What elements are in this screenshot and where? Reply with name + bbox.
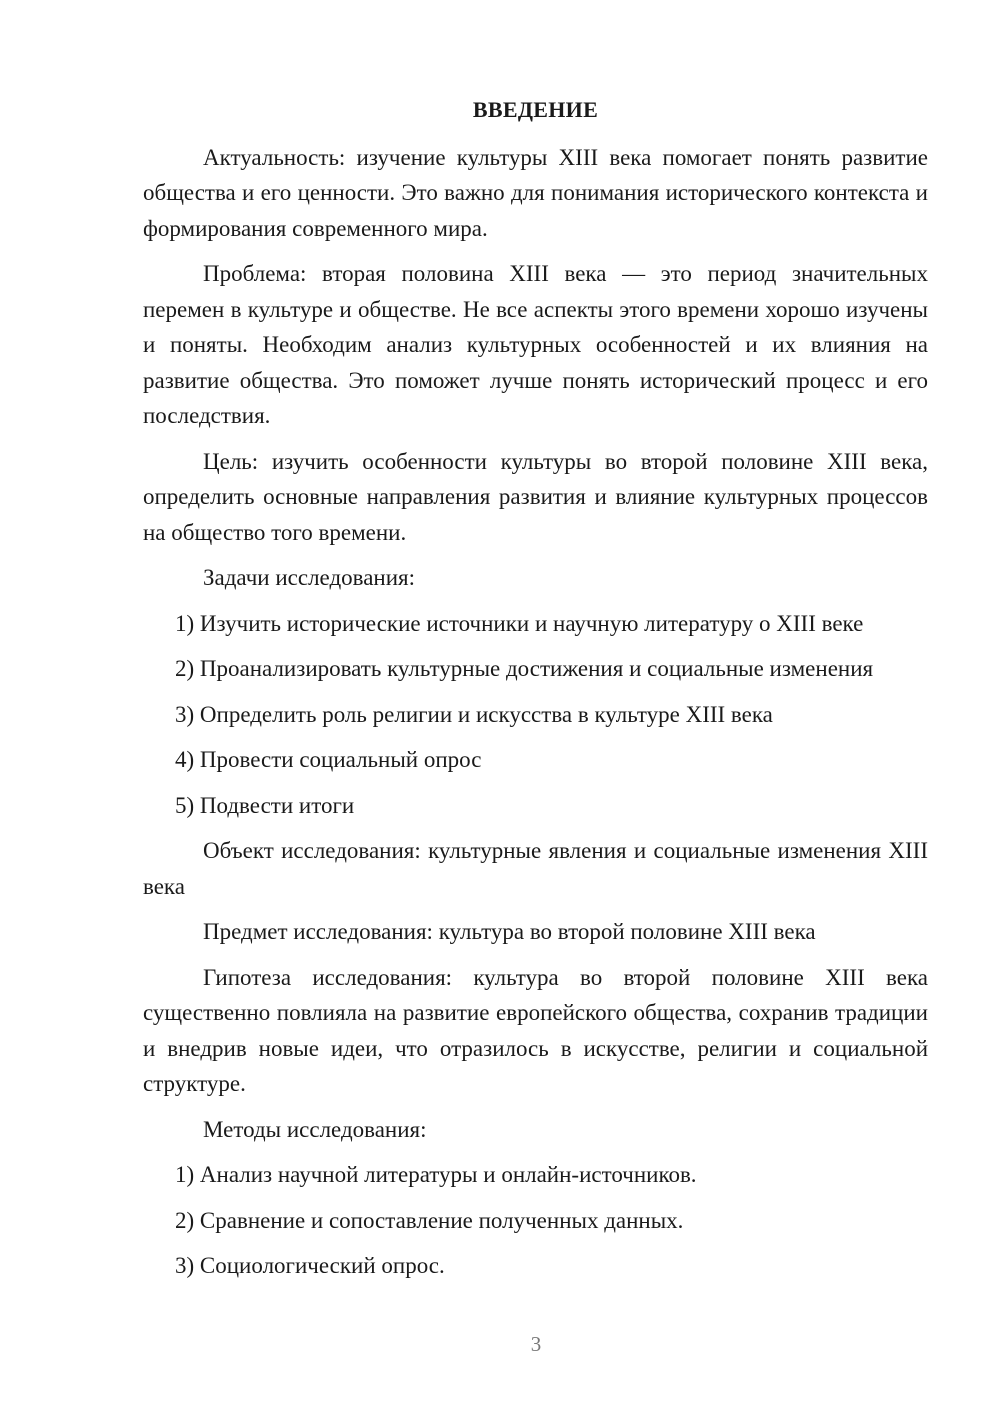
document-body [143, 92, 928, 1294]
task-item: 3) Определить роль религии и искусства в культуре XIII века [175, 701, 773, 727]
hypothesis-paragraph: Гипотеза исследования: культура во второй половине XIII века существенно повлияла на развитие европейского общества, сохранив традиции и внедрив новые идеи, что отразилось в искусстве, религии и социальной структуре. [143, 964, 928, 1096]
object-paragraph: Объект исследования: культурные явления и социальные изменения XIII века [143, 838, 928, 899]
tasks-heading: Задачи исследования: [203, 565, 416, 590]
subject-paragraph: Предмет исследования: культура во второй половине XIII века [203, 919, 816, 944]
method-item: 3) Социологический опрос. [175, 1253, 445, 1278]
goal-paragraph: Цель: изучить особенности культуры во второй половине XIII века, определить основные направления развития и влияние культурных процессов на общество того времени. [143, 448, 928, 545]
methods-heading: Методы исследования: [203, 1116, 427, 1142]
problem-paragraph: Проблема: вторая половина XIII века — это период значительных перемен в культуре и обществе. Не все аспекты этого времени хорошо изучены и поняты. Необходим анализ культурных особенностей и их влияния на развитие общества. Это поможет лучше понять исторический процесс и его последствия. [143, 261, 928, 428]
page-title: ВВЕДЕНИЕ [472, 97, 599, 122]
task-item: 2) Проанализировать культурные достижения и социальные изменения [175, 656, 874, 681]
task-item: 4) Провести социальный опрос [175, 747, 482, 772]
page-number: 3 [530, 1332, 542, 1356]
method-item: 1) Анализ научной литературы и онлайн-источников. [175, 1162, 697, 1187]
task-item: 1) Изучить исторические источники и научную литературу о XIII веке [175, 610, 864, 636]
method-item: 2) Сравнение и сопоставление полученных данных. [175, 1207, 684, 1233]
task-item: 5) Подвести итоги [175, 792, 355, 818]
relevance-paragraph: Актуальность: изучение культуры XIII века помогает понять развитие общества и его ценности. Это важно для понимания исторического контекста и формирования современного мира. [143, 144, 928, 241]
